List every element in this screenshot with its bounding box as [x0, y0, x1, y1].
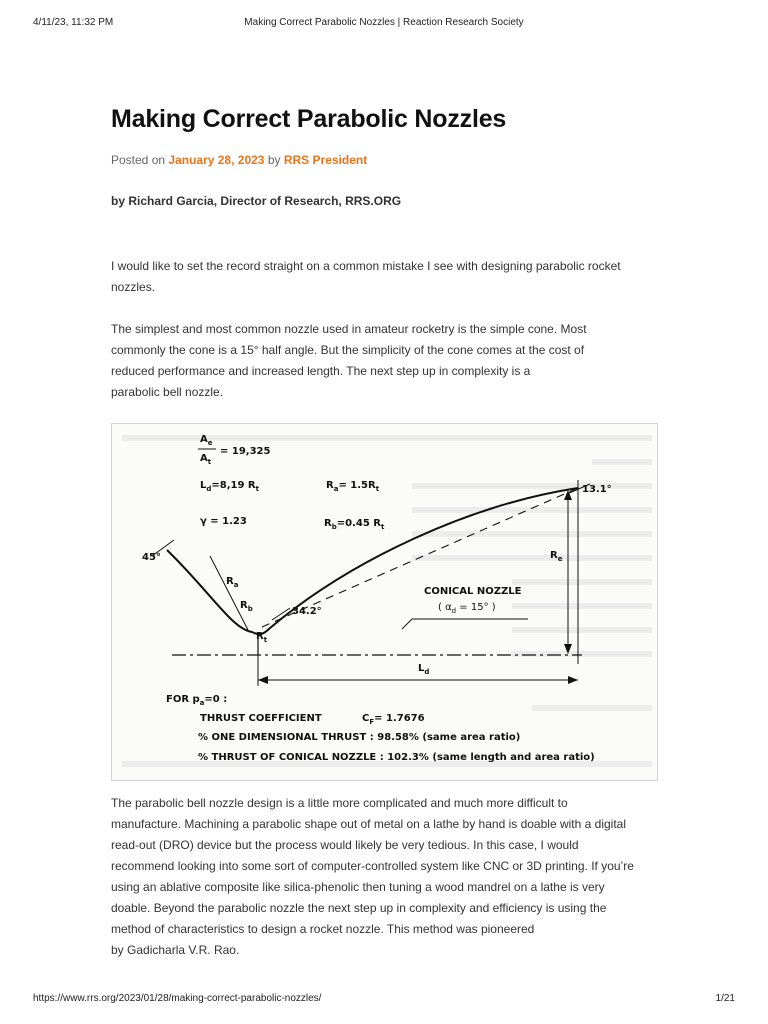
- nozzle-diagram-figure: [111, 423, 658, 781]
- paragraph-line: commonly the cone is a 15° half angle. But the simplicity of the cone comes at the cost of: [111, 343, 585, 357]
- cf-equation: $C_F= 1.7676$: [362, 713, 425, 726]
- post-meta: [111, 153, 367, 167]
- paragraph-line: recommend looking into some sort of computer-controlled system like CNC or 3D printing. If you’re: [111, 859, 634, 873]
- ra-radius-line: [210, 556, 248, 630]
- conical-angle-label: ( $\alpha_d = 15^\circ$ ): [438, 602, 496, 615]
- by-label: by: [267, 153, 281, 167]
- gamma-equation: γ = 1.23: [200, 516, 247, 527]
- re-label: $R_e$: [550, 550, 563, 563]
- print-page-title: Making Correct Parabolic Nozzles | Reaction Research Society: [244, 17, 524, 28]
- paragraph-intro: [111, 256, 658, 298]
- paragraph-line: reduced performance and increased length. The next step up in complexity is a: [111, 364, 531, 378]
- print-url: https://www.rrs.org/2023/01/28/making-correct-parabolic-nozzles/: [33, 993, 322, 1004]
- area-ratio-value: = 19,325: [220, 446, 271, 457]
- post-date-link[interactable]: January 28, 2023: [168, 153, 265, 167]
- ld-arrow-left: [258, 676, 268, 684]
- ra-equation: $R_a= 1.5R_t$: [326, 480, 380, 493]
- paragraph-line: The simplest and most common nozzle used in amateur rocketry is the simple cone. Most: [111, 322, 587, 336]
- angle-45-label: 45°: [142, 552, 161, 563]
- paragraph-line: nozzles.: [111, 280, 156, 294]
- print-datetime: 4/11/23, 11:32 PM: [33, 17, 114, 28]
- paragraph-line: manufacture. Machining a parabolic shape out of metal on a lathe by hand is doable with a digital: [111, 817, 626, 831]
- paragraph-line: doable. Beyond the parabolic nozzle the next step up in complexity and efficiency is using the: [111, 901, 607, 915]
- paragraph-line: The parabolic bell nozzle design is a little more complicated and much more difficult to: [111, 796, 568, 810]
- print-footer: [33, 993, 735, 1007]
- thrust-coefficient-label: THRUST COEFFICIENT: [200, 713, 322, 724]
- article-title: Making Correct Parabolic Nozzles: [111, 105, 507, 133]
- rb-label: $R_b$: [240, 600, 253, 613]
- paragraph-bell-nozzle: [111, 793, 658, 961]
- print-page-count: 1/21: [715, 993, 735, 1004]
- rt-label: $R_t$: [256, 631, 268, 644]
- paragraph-line: I would like to set the record straight on a common mistake I see with designing parabolic rocket: [111, 259, 621, 273]
- rb-equation: $R_b=0.45$ $R_t$: [324, 518, 385, 531]
- paragraph-line: using an ablative composite like silica-phenolic then tuning a wood mandrel on a lathe is very: [111, 880, 605, 894]
- conical-thrust: % THRUST OF CONICAL NOZZLE : 102.3% (same length and area ratio): [198, 752, 595, 763]
- nozzle-diagram: [112, 424, 657, 780]
- angle-342-label: 34.2°: [292, 606, 322, 617]
- for-pa-label: FOR $p_a=0$ :: [166, 694, 228, 707]
- paragraph-cone: [111, 319, 658, 403]
- ld-dimension-label: $L_d$: [418, 663, 430, 676]
- posted-on-label: Posted on: [111, 153, 166, 167]
- ld-arrow-right: [568, 676, 578, 684]
- paragraph-line: method of characteristics to design a rocket nozzle. This method was pioneered: [111, 922, 535, 936]
- print-header: [33, 17, 735, 31]
- article-byline: by Richard Garcia, Director of Research, RRS.ORG: [111, 194, 402, 208]
- conical-nozzle-label: CONICAL NOZZLE: [424, 586, 522, 597]
- paragraph-line: by Gadicharla V.R. Rao.: [111, 943, 240, 957]
- area-ratio-denominator: $A_t$: [200, 453, 212, 466]
- conical-leader-tick: [402, 619, 412, 629]
- paragraph-line: read-out (DRO) device but the process would likely be very tedious. In this case, I would: [111, 838, 579, 852]
- ld-equation: $L_d=8,19$ $R_t$: [200, 480, 259, 493]
- paragraph-line: parabolic bell nozzle.: [111, 385, 224, 399]
- angle-131-label: 13.1°: [582, 484, 612, 495]
- one-dimensional-thrust: % ONE DIMENSIONAL THRUST : 98.58% (same area ratio): [198, 732, 521, 743]
- author-link[interactable]: RRS President: [283, 153, 368, 167]
- area-ratio-numerator: $A_e$: [200, 434, 213, 447]
- ra-label: $R_a$: [226, 576, 239, 589]
